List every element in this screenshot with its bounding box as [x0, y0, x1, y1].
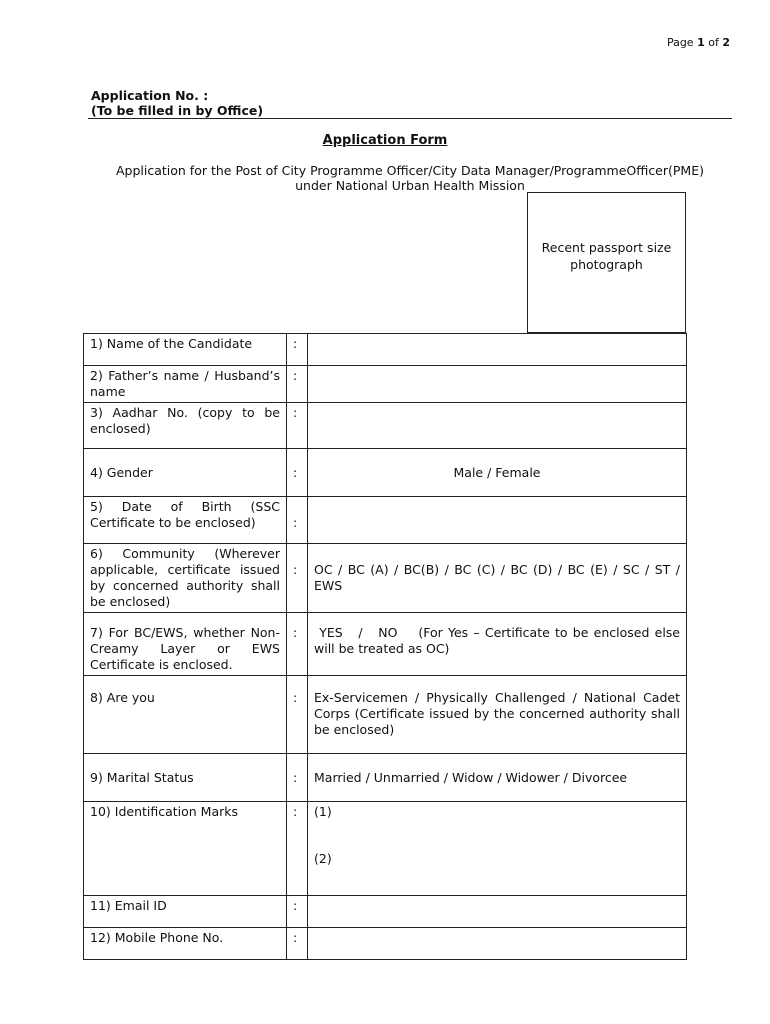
- field-colon: :: [287, 613, 308, 676]
- field-colon: :: [287, 544, 308, 613]
- field-label: 9) Marital Status: [84, 754, 287, 802]
- field-colon: :: [287, 802, 308, 896]
- category-options[interactable]: Ex-Servicemen / Physically Challenged / National Cadet Corps (Certificate issued by the concerned authority shall be enclosed): [308, 676, 687, 754]
- table-row: [84, 449, 687, 497]
- father-husband-name-field[interactable]: [308, 366, 687, 403]
- mobile-phone-field[interactable]: [308, 928, 687, 960]
- field-colon: :: [287, 896, 308, 928]
- field-label: 4) Gender: [84, 449, 287, 497]
- table-row: [84, 366, 687, 403]
- table-row: [84, 802, 687, 896]
- marital-status-options[interactable]: Married / Unmarried / Widow / Widower / Divorcee: [308, 754, 687, 802]
- subtitle-line-2: under National Urban Health Mission: [295, 178, 525, 193]
- field-label: 10) Identification Marks: [84, 802, 287, 896]
- application-form-table: [83, 333, 687, 960]
- table-row: [84, 403, 687, 449]
- field-colon: :: [287, 449, 308, 497]
- photo-box[interactable]: [527, 192, 686, 333]
- subtitle-line-1: Application for the Post of City Programme Officer/City Data Manager/ProgrammeOfficer(PME): [115, 163, 704, 178]
- field-label: 2) Father’s name / Husband’s name: [84, 366, 287, 403]
- field-label: 3) Aadhar No. (copy to be enclosed): [84, 403, 287, 449]
- candidate-name-field[interactable]: [308, 334, 687, 366]
- field-colon: :: [287, 928, 308, 960]
- field-colon: :: [287, 497, 308, 544]
- table-row: [84, 544, 687, 613]
- identification-mark-1: (1): [314, 804, 332, 819]
- field-label: 7) For BC/EWS, whether Non-Creamy Layer or EWS Certificate is enclosed.: [84, 613, 287, 676]
- identification-marks-field[interactable]: [308, 802, 687, 896]
- table-row: [84, 497, 687, 544]
- field-label: 1) Name of the Candidate: [84, 334, 287, 366]
- table-row: [84, 928, 687, 960]
- community-options[interactable]: OC / BC (A) / BC(B) / BC (C) / BC (D) / BC (E) / SC / ST / EWS: [308, 544, 687, 613]
- email-field[interactable]: [308, 896, 687, 928]
- field-colon: :: [287, 366, 308, 403]
- field-colon: :: [287, 676, 308, 754]
- application-no-label: Application No. :: [91, 88, 209, 103]
- table-row: [84, 896, 687, 928]
- table-row: [84, 334, 687, 366]
- field-label: 8) Are you: [84, 676, 287, 754]
- photo-box-label-1: Recent passport size: [541, 240, 672, 255]
- header-divider: [88, 118, 732, 119]
- identification-mark-2: (2): [314, 851, 332, 866]
- field-colon: :: [287, 403, 308, 449]
- field-colon: :: [287, 754, 308, 802]
- field-label: 11) Email ID: [84, 896, 287, 928]
- photo-box-label-2: photograph: [570, 257, 643, 272]
- field-label: 5) Date of Birth (SSC Certificate to be enclosed): [84, 497, 287, 544]
- field-label: 12) Mobile Phone No.: [84, 928, 287, 960]
- date-of-birth-field[interactable]: [308, 497, 687, 544]
- application-number-block: [91, 88, 263, 118]
- office-use-note: (To be filled in by Office): [91, 103, 264, 118]
- table-row: [84, 754, 687, 802]
- gender-options[interactable]: Male / Female: [308, 449, 687, 497]
- field-colon: :: [287, 334, 308, 366]
- form-subtitle: [80, 163, 740, 193]
- table-row: [84, 676, 687, 754]
- aadhar-field[interactable]: [308, 403, 687, 449]
- non-creamy-layer-options[interactable]: YES / NO (For Yes – Certificate to be enclosed else will be treated as OC): [308, 613, 687, 676]
- table-row: [84, 613, 687, 676]
- page-number: Page 1 of 2: [666, 36, 730, 49]
- form-title: Application Form: [322, 133, 448, 148]
- field-label: 6) Community (Wherever applicable, certificate issued by concerned authority shall be enclosed): [84, 544, 287, 613]
